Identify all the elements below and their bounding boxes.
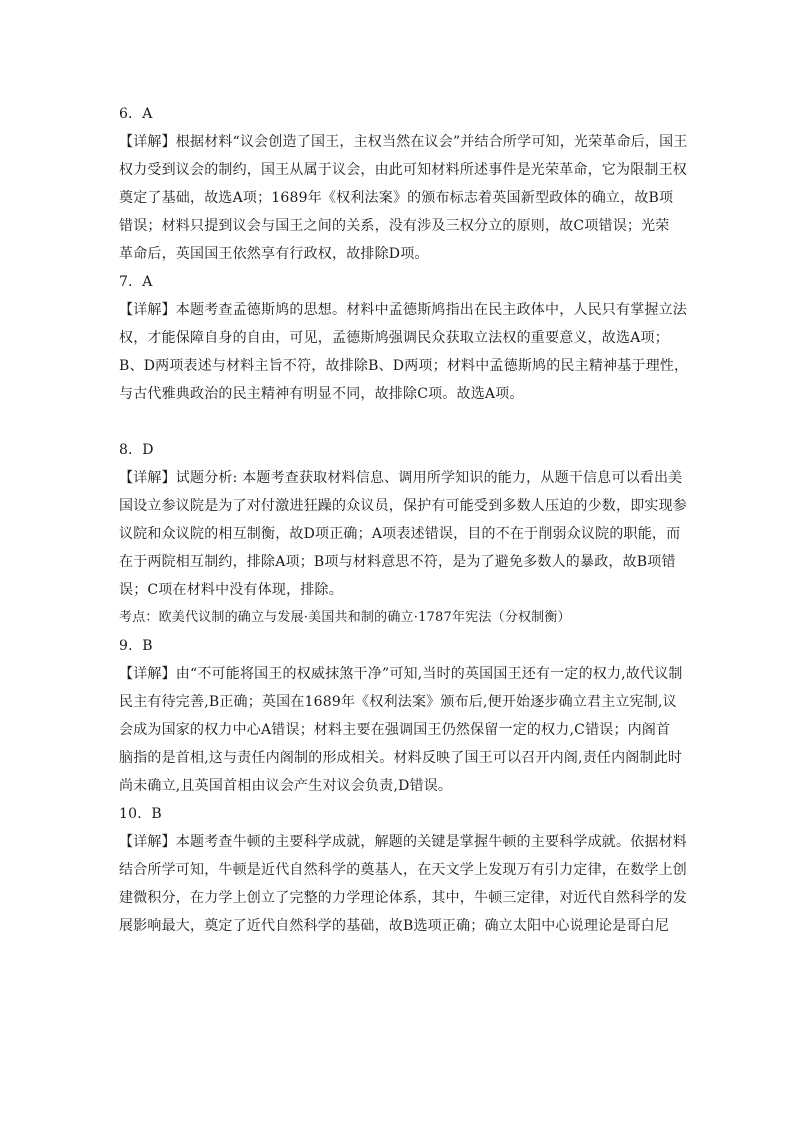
explanation-line: 权，才能保障自身的自由，可见，孟德斯鸠强调民众获取立法权的重要意义，故选A项；	[119, 330, 669, 346]
answer-explanations	[119, 100, 694, 940]
explanation-line: B、D两项表述与材料主旨不符，故排除B、D两项；材料中孟德斯鸠的民主精神基于理性，	[119, 358, 689, 374]
explanation-line: 脑指的是首相,这与责任内阁制的形成相关。材料反映了国王可以召开内阁,责任内阁制此时	[119, 750, 683, 766]
explanation-line: 奠定了基础，故选A项；1689年《权利法案》的颁布标志着英国新型政体的确立，故B项	[119, 190, 674, 206]
explanation-line: 【详解】本题考查牛顿的主要科学成就，解题的关键是掌握牛顿的主要科学成就。依据材料	[119, 834, 687, 850]
explanation-line: 误；C项在材料中没有体现，排除。	[119, 582, 343, 598]
explanation-line: 展影响最大，奠定了近代自然科学的基础，故B选项正确；确立太阳中心说理论是哥白尼	[119, 918, 670, 934]
explanation-line: 革命后，英国国王依然享有行政权，故排除D项。	[119, 246, 429, 262]
answer-number-9: 9．B	[119, 638, 153, 654]
explanation-line: 尚未确立,且英国首相由议会产生对议会负责,D错误。	[119, 778, 453, 794]
answer-number-6: 6．A	[119, 106, 153, 122]
explanation-line: 在于两院相互制约，排除A项；B项与材料意思不符，是为了避免多数人的暴政，故B项错	[119, 554, 676, 570]
explanation-line: 结合所学可知，牛顿是近代自然科学的奠基人，在天文学上发现万有引力定律，在数学上创	[119, 862, 687, 878]
explanation-line: 议院和众议院的相互制衡，故D项正确；A项表述错误，目的不在于削弱众议院的职能，而	[119, 526, 681, 542]
explanation-line: 错误；材料只提到议会与国王之间的关系，没有涉及三权分立的原则，故C项错误；光荣	[119, 218, 670, 234]
explanation-line: 建微积分，在力学上创立了完整的力学理论体系，其中，牛顿三定律，对近代自然科学的发	[119, 890, 687, 906]
explanation-line: 【详解】本题考查孟德斯鸠的思想。材料中孟德斯鸠指出在民主政体中，人民只有掌握立法	[119, 302, 687, 318]
topic-note: 考点：欧美代议制的确立与发展·美国共和制的确立·1787年宪法（分权制衡）	[119, 610, 571, 625]
answer-number-8: 8．D	[119, 442, 154, 458]
explanation-line: 【详解】根据材料“议会创造了国王，主权当然在议会”并结合所学可知，光荣革命后，国王	[119, 134, 688, 150]
answer-number-10: 10．B	[119, 806, 162, 822]
explanation-line: 民主有待完善,B正确；英国在1689年《权利法案》颁布后,便开始逐步确立君主立宪制,议	[119, 694, 677, 710]
explanation-line: 权力受到议会的制约，国王从属于议会，由此可知材料所述事件是光荣革命，它为限制王权	[119, 162, 687, 178]
explanation-line: 【详解】试题分析: 本题考查获取材料信息、调用所学知识的能力，从题干信息可以看出美	[119, 470, 683, 486]
blank-line	[119, 408, 694, 436]
explanation-line: 与古代雅典政治的民主精神有明显不同，故排除C项。故选A项。	[119, 386, 524, 402]
answer-number-7: 7．A	[119, 274, 153, 290]
explanation-line: 会成为国家的权力中心A错误；材料主要在强调国王仍然保留一定的权力,C错误；内阁首	[119, 722, 671, 738]
explanation-line: 【详解】由“不可能将国王的权威抹煞干净”可知,当时的英国国王还有一定的权力,故代议制	[119, 666, 683, 682]
explanation-line: 国设立参议院是为了对付激进狂躁的众议员，保护有可能受到多数人压迫的少数，即实现参	[119, 498, 687, 514]
